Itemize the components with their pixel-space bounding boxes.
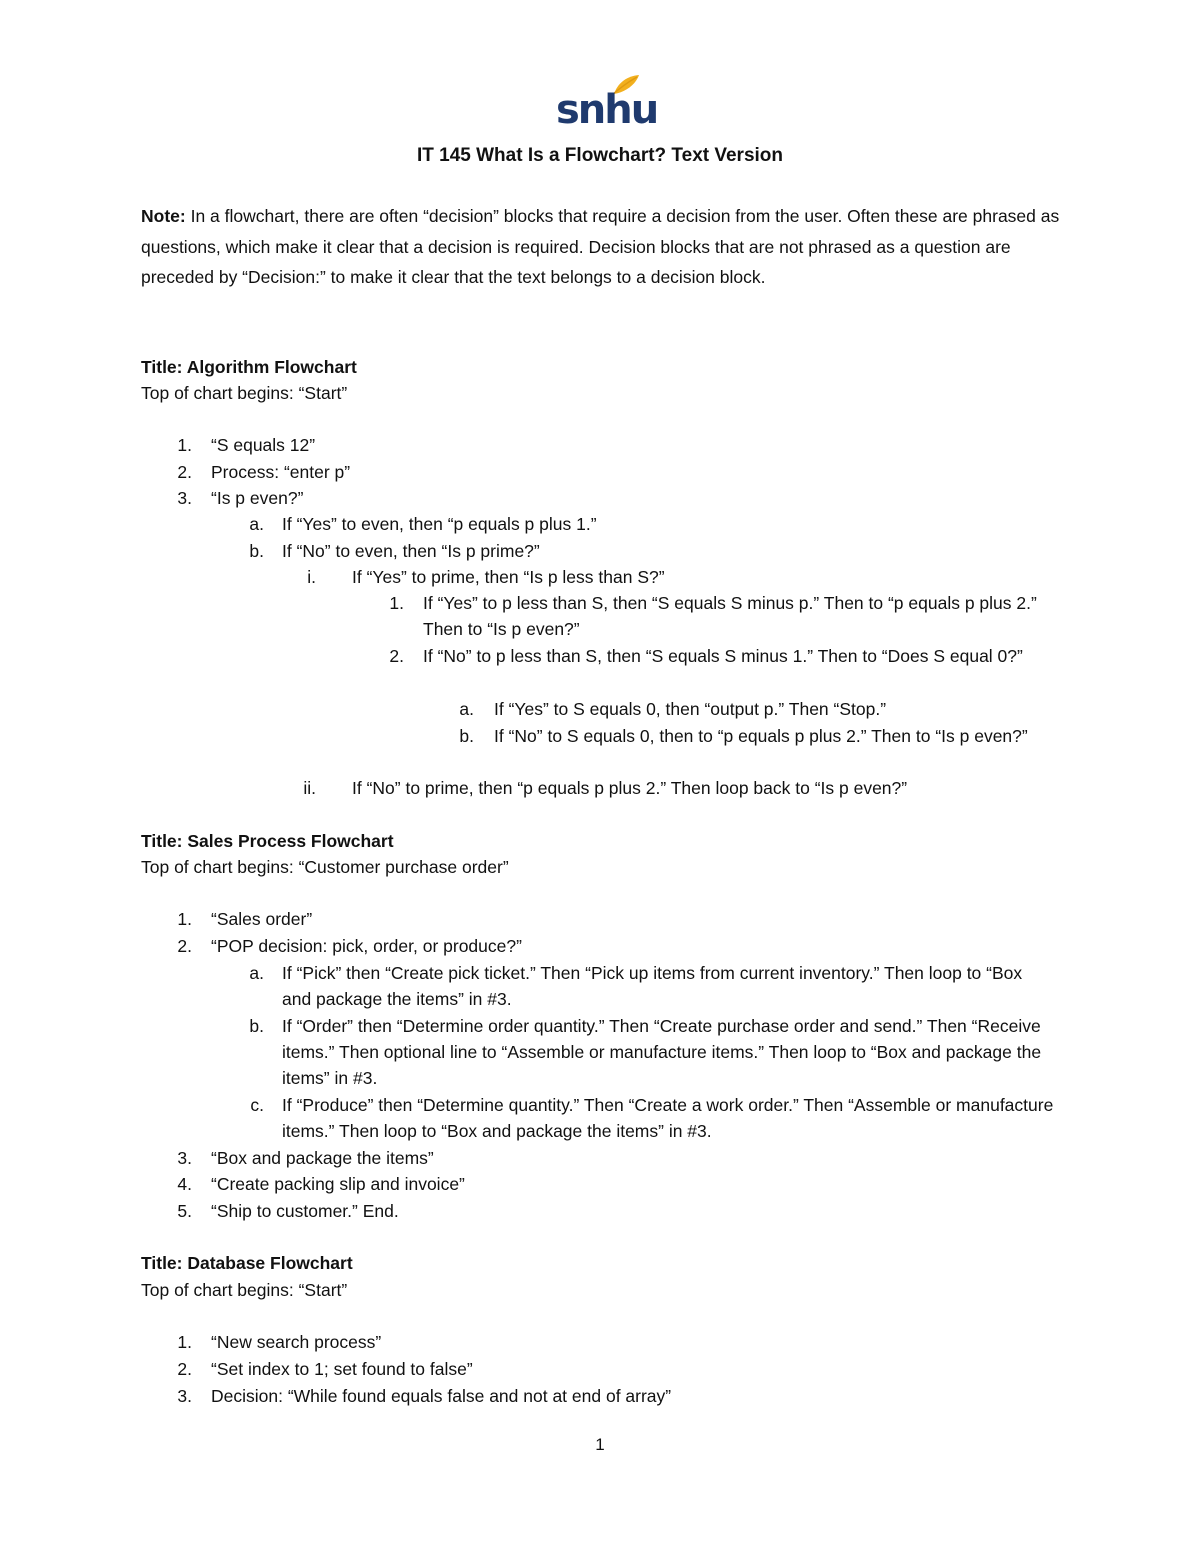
list-item: “Create packing slip and invoice” [211, 1174, 465, 1194]
list-number: 4. [177, 1174, 192, 1194]
list-number: 3. [177, 1148, 192, 1168]
logo-text: snhu [556, 87, 658, 133]
list-number: 1. [177, 435, 192, 455]
list-item: “POP decision: pick, order, or produce?” [211, 936, 522, 956]
list-number: b. [459, 726, 474, 746]
sales-section-title: Title: Sales Process Flowchart [141, 831, 394, 851]
list-item: If “No” to p less than S, then “S equals S minus 1.” Then to “Does S equal 0?” [423, 646, 1023, 666]
list-item: Decision: “While found equals false and not at end of array” [211, 1386, 672, 1406]
list-number: ii. [303, 778, 316, 798]
list-item: If “No” to prime, then “p equals p plus 2.” Then loop back to “Is p even?” [352, 778, 908, 798]
note-paragraph [141, 201, 1061, 293]
list-item: “Set index to 1; set found to false” [211, 1359, 473, 1379]
algorithm-section-title: Title: Algorithm Flowchart [141, 357, 357, 377]
list-number: 2. [177, 1359, 192, 1379]
list-item: If “Yes” to prime, then “Is p less than S?” [352, 567, 665, 587]
list-number: 3. [177, 488, 192, 508]
document-title: IT 145 What Is a Flowchart? Text Version [416, 145, 784, 166]
list-number: a. [249, 963, 264, 983]
list-number: c. [250, 1095, 264, 1115]
list-item: If “Yes” to p less than S, then “S equals S minus p.” Then to “p equals p plus 2.” Then to “Is p even?” [423, 593, 1037, 639]
snhu-logo [556, 74, 658, 134]
list-number: 1. [177, 1332, 192, 1352]
page-number: 1 [595, 1435, 605, 1454]
list-item: If “No” to S equals 0, then to “p equals p plus 2.” Then to “Is p even?” [494, 726, 1028, 746]
note-label: Note: [141, 206, 186, 226]
algorithm-top-of-chart: Top of chart begins: “Start” [141, 383, 348, 403]
list-item: “Is p even?” [211, 488, 304, 508]
database-section-title: Title: Database Flowchart [141, 1253, 353, 1273]
list-item: Process: “enter p” [211, 462, 351, 482]
list-number: 2. [177, 462, 192, 482]
list-number: a. [459, 699, 474, 719]
list-number: 3. [177, 1386, 192, 1406]
list-number: i. [307, 567, 316, 587]
database-top-of-chart: Top of chart begins: “Start” [141, 1280, 348, 1300]
list-item: If “No” to even, then “Is p prime?” [282, 541, 540, 561]
list-number: 1. [177, 909, 192, 929]
list-item: If “Pick” then “Create pick ticket.” Then “Pick up items from current inventory.” Then loop to “Box and package the items” in #3. [282, 963, 1023, 1009]
list-number: a. [249, 514, 264, 534]
list-item: “S equals 12” [211, 435, 316, 455]
list-number: 5. [177, 1201, 192, 1221]
list-item: If “Yes” to even, then “p equals p plus 1.” [282, 514, 597, 534]
list-item: If “Order” then “Determine order quantity.” Then “Create purchase order and send.” Then “Receive items.” Then optional line to “Assemble or manufacture items.” Then loop to “Box and package the items” in #3. [282, 1016, 1042, 1088]
list-item: “Box and package the items” [211, 1148, 434, 1168]
list-number: b. [249, 1016, 264, 1036]
list-item: “Ship to customer.” End. [211, 1201, 399, 1221]
list-number: b. [249, 541, 264, 561]
list-number: 2. [177, 936, 192, 956]
list-item: If “Yes” to S equals 0, then “output p.” Then “Stop.” [494, 699, 887, 719]
list-number: 1. [389, 593, 404, 613]
list-number: 2. [389, 646, 404, 666]
list-item: “Sales order” [211, 909, 313, 929]
list-item: “New search process” [211, 1332, 382, 1352]
list-item: If “Produce” then “Determine quantity.” Then “Create a work order.” Then “Assemble or manufacture items.” Then loop to “Box and package the items” in #3. [282, 1095, 1054, 1141]
sales-top-of-chart: Top of chart begins: “Customer purchase order” [141, 857, 509, 877]
note-text: In a flowchart, there are often “decision” blocks that require a decision from the user. Often these are phrased as questions, which make it clear that a decision is required. Decision blocks that are not phrased as a question are preceded by “Decision:” to make it clear that the text belongs to a decision block. [141, 206, 1060, 287]
